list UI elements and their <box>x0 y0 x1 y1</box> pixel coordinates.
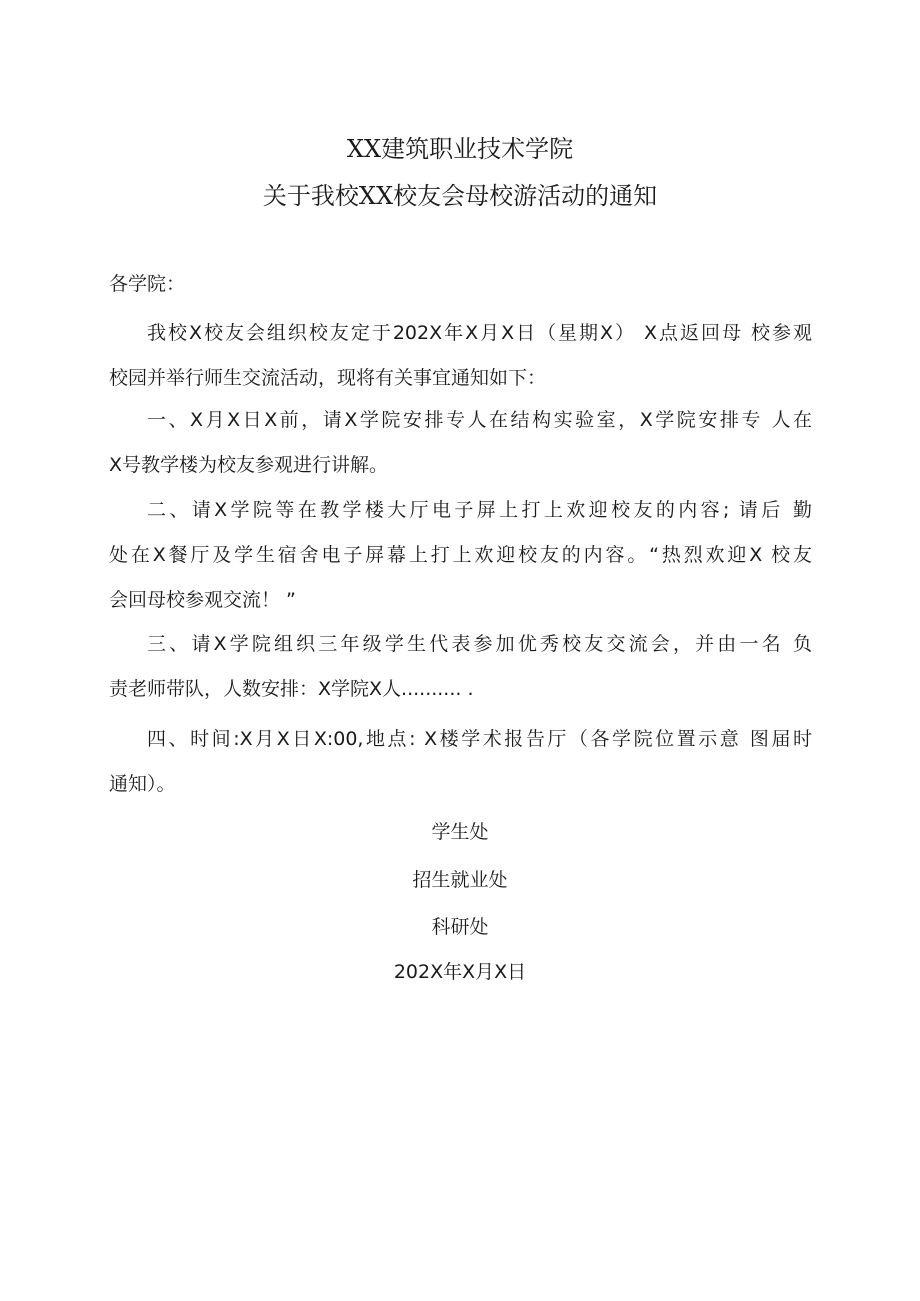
salutation: 各学院： <box>109 273 186 295</box>
signatory-admissions-employment: 招生就业处 <box>412 869 508 891</box>
paragraph-intro <box>109 311 812 401</box>
paragraph-line: 四、时间:X月X日X:00,地点: X楼学术报告厅（各学院位置示意 图届时 <box>147 728 812 750</box>
paragraph-line: 处在X餐厅及学生宿舍电子屏幕上打上欢迎校友的内容。“热烈欢迎X 校友 <box>109 544 812 566</box>
paragraph-item-3 <box>109 622 812 712</box>
paragraph-line: 我校X校友会组织校友定于202X年X月X日（星期X） X点返回母 校参观 <box>147 322 812 344</box>
document-title-school: XX建筑职业技术学院 <box>346 135 574 163</box>
paragraph-line: 三、请X学院组织三年级学生代表参加优秀校友交流会，并由一名 负 <box>147 633 812 655</box>
signatory-student-affairs: 学生处 <box>431 821 489 843</box>
document-date: 202X年X月X日 <box>393 961 527 983</box>
signatory-research: 科研处 <box>431 916 489 938</box>
document-title-notice: 关于我校XX校友会母校游活动的通知 <box>262 182 658 210</box>
paragraph-item-2 <box>109 488 812 623</box>
paragraph-item-1 <box>109 398 812 488</box>
paragraph-line: 会回母校参观交流！ ” <box>109 589 296 611</box>
paragraph-line: X号教学楼为校友参观进行讲解。 <box>109 454 389 476</box>
paragraph-line: 通知）。 <box>109 773 176 795</box>
paragraph-line: 校园并举行师生交流活动，现将有关事宜通知如下： <box>109 367 547 389</box>
paragraph-line: 一、X月X日X前，请X学院安排专人在结构实验室，X学院安排专 人在 <box>147 409 812 431</box>
paragraph-line: 责老师带队，人数安排：X学院X人.......... . <box>109 678 474 700</box>
paragraph-line: 二、请X学院等在教学楼大厅电子屏上打上欢迎校友的内容; 请后 勤 <box>147 499 812 521</box>
paragraph-item-4 <box>109 717 812 807</box>
